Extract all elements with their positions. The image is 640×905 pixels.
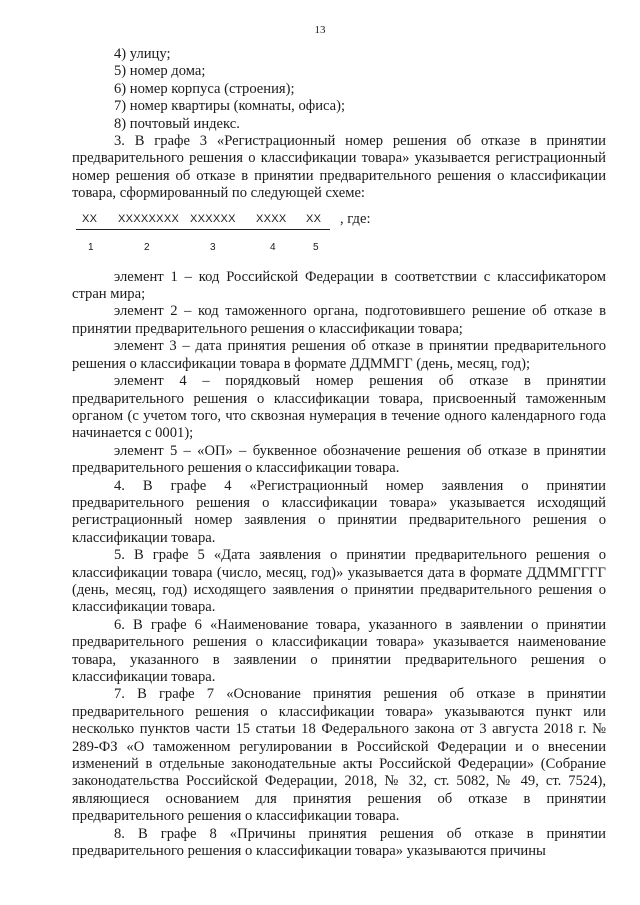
scheme-code-3: XXXXXX bbox=[190, 212, 236, 225]
scheme-code-2: XXXXXXXX bbox=[118, 212, 180, 225]
element-3-description: элемент 3 – дата принятия решения об отказе в принятии предварительного решения о классификации товара в формате ДДММГГ (день, месяц, год); bbox=[72, 338, 606, 372]
paragraph-4: 4. В графе 4 «Регистрационный номер заявления о принятии предварительного решения о классификации товара» указывается исходящий регистрационный номер заявления о принятии предварительного решения о классификации товара. bbox=[72, 477, 606, 546]
scheme-number-5: 5 bbox=[313, 241, 319, 253]
scheme-code-1: XX bbox=[82, 212, 98, 225]
scheme-code-5: XX bbox=[306, 212, 322, 225]
scheme-where: , где: bbox=[340, 210, 371, 227]
scheme-code-4: XXXX bbox=[256, 212, 287, 225]
element-5-description: элемент 5 – «ОП» – буквенное обозначение решения об отказе в принятии предварительного решения о классификации товара. bbox=[72, 442, 606, 477]
list-item-street: 4) улицу; bbox=[114, 46, 171, 62]
element-2-description: элемент 2 – код таможенного органа, подготовившего решение об отказе в принятии предварительного решения о классификации товара; bbox=[72, 303, 606, 337]
scheme-number-3: 3 bbox=[210, 241, 216, 253]
list-item-apartment: 7) номер квартиры (комнаты, офиса); bbox=[114, 98, 346, 115]
element-1-description: элемент 1 – код Российской Федерации в соответствии с классификатором стран мира; bbox=[72, 268, 606, 303]
paragraph-6: 6. В графе 6 «Наименование товара, указанного в заявлении о принятии предварительного решения о классификации товара» указывается наименование товара, указанного в заявлении о принятии предварительного решения о классификации товара. bbox=[72, 616, 606, 685]
list-item-house: 5) номер дома; bbox=[114, 63, 206, 80]
paragraph-3: 3. В графе 3 «Регистрационный номер решения об отказе в принятии предварительного решения о классификации товара» указывается регистрационный номер решения об отказе в принятии предварительного решения о классификации товара, сформированный по следующей схеме: bbox=[72, 133, 606, 202]
scheme-number-1: 1 bbox=[88, 241, 94, 253]
list-item-building: 6) номер корпуса (строения); bbox=[114, 80, 295, 97]
paragraph-8: 8. В графе 8 «Причины принятия решения об отказе в принятии предварительного решения о классификации товара» указываются причины bbox=[72, 825, 606, 860]
scheme-number-2: 2 bbox=[144, 241, 150, 253]
paragraph-5: 5. В графе 5 «Дата заявления о принятии предварительного решения о классификации товара (число, месяц, год)» указывается дата в формате ДДММГГГГ (день, месяц, год) исходящего заявления о принятии предварительного решения о классификации товара. bbox=[72, 547, 606, 616]
list-item-postcode: 8) почтовый индекс. bbox=[114, 115, 240, 132]
scheme-underline bbox=[76, 229, 330, 230]
paragraph-7: 7. В графе 7 «Основание принятия решения об отказе в принятии предварительного решения о классификации товара» указываются пункт или несколько пунктов части 15 статьи 18 Федерального закона от 3 августа 2018 г. № 289-ФЗ «О таможенном регулировании в Российской Федерации и о внесении изменений в отдельные законодательные акты Российской Федерации» (Собрание законодательства Российской Федерации, 2018, № 32, ст. 5082, № 49, ст. 7524), являющиеся основанием для принятия решения об отказе в принятии предварительного решения о классификации товара. bbox=[72, 686, 606, 825]
number-scheme bbox=[72, 209, 606, 265]
element-4-description: элемент 4 – порядковый номер решения об отказе в принятии предварительного решения о классификации товара, присвоенный таможенным органом (с учетом того, что сквозная нумерация в течение одного календарного года начинается с 0001); bbox=[72, 373, 606, 442]
page-number: 13 bbox=[314, 24, 326, 36]
document-body bbox=[72, 46, 606, 860]
scheme-number-4: 4 bbox=[270, 241, 276, 253]
